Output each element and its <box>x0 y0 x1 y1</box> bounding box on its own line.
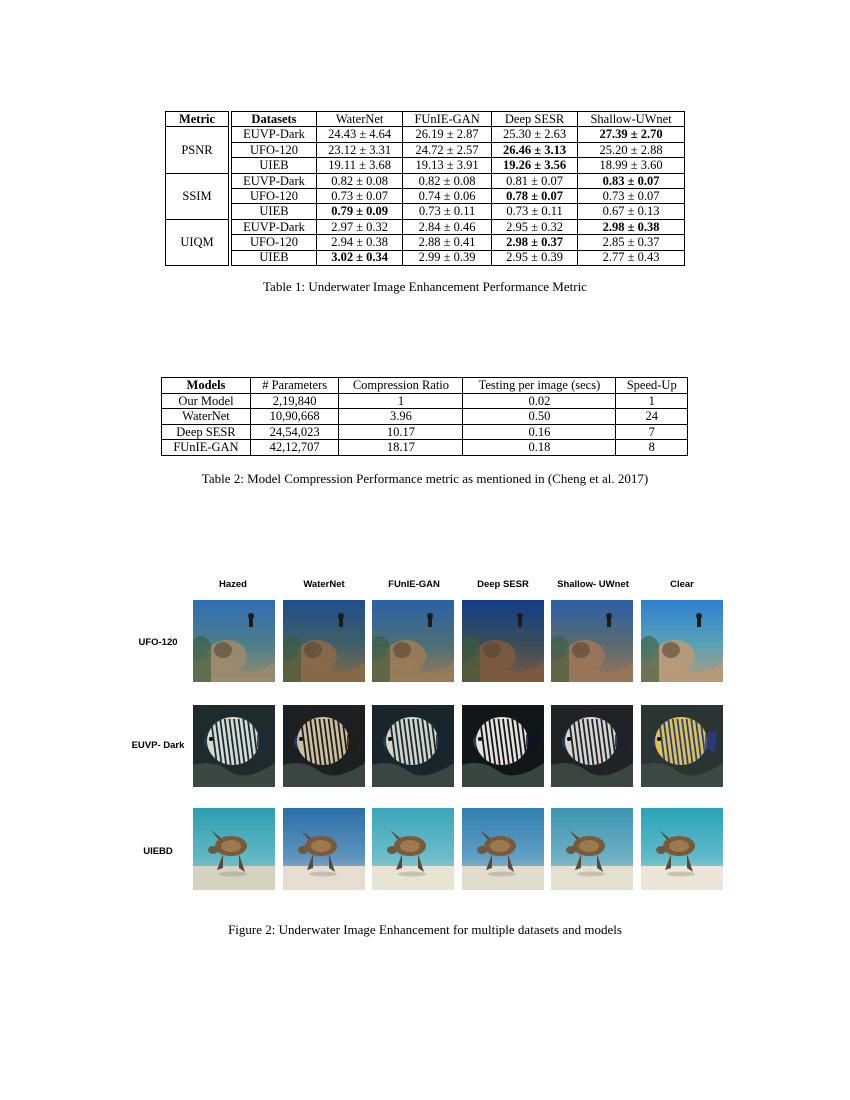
metric-cell: UIQM <box>166 219 231 265</box>
model-compression-table <box>161 377 688 456</box>
value-cell-waternet: 23.12 ± 3.31 <box>317 142 403 157</box>
euvp-dark-hazed-image <box>193 705 275 787</box>
compression-ratio-cell: 1 <box>339 393 463 409</box>
ufo-120-clear-image <box>641 600 723 682</box>
value-cell-deep-sesr: 0.81 ± 0.07 <box>491 173 577 188</box>
model-name-cell: Deep SESR <box>162 424 251 440</box>
table2-header-row <box>162 378 688 394</box>
table1-header-shallow-uwnet: Shallow-UWnet <box>578 112 685 127</box>
value-cell-funie-gan: 26.19 ± 2.87 <box>403 127 492 142</box>
value-cell-funie-gan: 19.13 ± 3.91 <box>403 158 492 173</box>
uiebd-deep-sesr-image <box>462 808 544 890</box>
value-cell-deep-sesr: 0.78 ± 0.07 <box>491 188 577 203</box>
value-cell-funie-gan: 2.88 ± 0.41 <box>403 235 492 250</box>
value-cell-deep-sesr: 19.26 ± 3.56 <box>491 158 577 173</box>
value-cell-waternet: 2.97 ± 0.32 <box>317 219 403 234</box>
dataset-cell: UFO-120 <box>230 188 317 203</box>
value-cell-waternet: 24.43 ± 4.64 <box>317 127 403 142</box>
dataset-cell: UFO-120 <box>230 142 317 157</box>
row-label-uiebd: UIEBD <box>143 846 173 857</box>
table1-header-deep-sesr: Deep SESR <box>491 112 577 127</box>
testing-time-cell: 0.18 <box>463 440 616 456</box>
table1-row <box>166 235 685 250</box>
dataset-cell: EUVP-Dark <box>230 173 317 188</box>
uiebd-shallow-uwnet-image <box>551 808 633 890</box>
value-cell-shallow-uwnet: 0.67 ± 0.13 <box>578 204 685 219</box>
value-cell-shallow-uwnet: 27.39 ± 2.70 <box>578 127 685 142</box>
euvp-dark-deep-sesr-image <box>462 705 544 787</box>
compression-ratio-cell: 10.17 <box>339 424 463 440</box>
model-name-cell: Our Model <box>162 393 251 409</box>
model-name-cell: FUnIE-GAN <box>162 440 251 456</box>
table1-header-waternet: WaterNet <box>317 112 403 127</box>
value-cell-waternet: 3.02 ± 0.34 <box>317 250 403 265</box>
value-cell-funie-gan: 2.84 ± 0.46 <box>403 219 492 234</box>
value-cell-shallow-uwnet: 25.20 ± 2.88 <box>578 142 685 157</box>
dataset-cell: EUVP-Dark <box>230 127 317 142</box>
euvp-dark-funie-gan-image <box>372 705 454 787</box>
column-header-shallow-uwnet: Shallow- UWnet <box>557 579 629 590</box>
uiebd-hazed-image <box>193 808 275 890</box>
table1-header-metric: Metric <box>166 112 231 127</box>
table1-row <box>166 204 685 219</box>
value-cell-shallow-uwnet: 2.77 ± 0.43 <box>578 250 685 265</box>
column-header-deep-sesr: Deep SESR <box>477 579 529 590</box>
dataset-cell: UFO-120 <box>230 235 317 250</box>
value-cell-waternet: 2.94 ± 0.38 <box>317 235 403 250</box>
value-cell-waternet: 0.73 ± 0.07 <box>317 188 403 203</box>
table1-caption: Table 1: Underwater Image Enhancement Performance Metric <box>263 279 587 294</box>
value-cell-waternet: 0.79 ± 0.09 <box>317 204 403 219</box>
parameters-cell: 10,90,668 <box>250 409 339 425</box>
column-header-clear: Clear <box>670 579 694 590</box>
table1-row <box>166 142 685 157</box>
value-cell-deep-sesr: 26.46 ± 3.13 <box>491 142 577 157</box>
dataset-cell: EUVP-Dark <box>230 219 317 234</box>
column-header-hazed: Hazed <box>219 579 247 590</box>
euvp-dark-shallow-uwnet-image <box>551 705 633 787</box>
value-cell-waternet: 0.82 ± 0.08 <box>317 173 403 188</box>
euvp-dark-clear-image <box>641 705 723 787</box>
parameters-cell: 42,12,707 <box>250 440 339 456</box>
dataset-cell: UIEB <box>230 158 317 173</box>
testing-time-cell: 0.02 <box>463 393 616 409</box>
testing-time-cell: 0.50 <box>463 409 616 425</box>
table2-row <box>162 393 688 409</box>
table2-header-compression-ratio: Compression Ratio <box>339 378 463 394</box>
testing-time-cell: 0.16 <box>463 424 616 440</box>
table1-header-row <box>166 112 685 127</box>
speed-up-cell: 24 <box>616 409 688 425</box>
uiebd-funie-gan-image <box>372 808 454 890</box>
metric-cell: SSIM <box>166 173 231 219</box>
table1-row <box>166 173 685 188</box>
table1-header-funie-gan: FUnIE-GAN <box>403 112 492 127</box>
column-header-funie-gan: FUnIE-GAN <box>388 579 440 590</box>
table1-header-datasets: Datasets <box>230 112 317 127</box>
value-cell-shallow-uwnet: 2.85 ± 0.37 <box>578 235 685 250</box>
figure-caption: Figure 2: Underwater Image Enhancement for multiple datasets and models <box>228 922 622 937</box>
value-cell-shallow-uwnet: 18.99 ± 3.60 <box>578 158 685 173</box>
value-cell-funie-gan: 24.72 ± 2.57 <box>403 142 492 157</box>
euvp-dark-waternet-image <box>283 705 365 787</box>
column-header-waternet: WaterNet <box>303 579 345 590</box>
compression-ratio-cell: 3.96 <box>339 409 463 425</box>
table1-row <box>166 219 685 234</box>
table1-row <box>166 158 685 173</box>
parameters-cell: 2,19,840 <box>250 393 339 409</box>
speed-up-cell: 8 <box>616 440 688 456</box>
table1-row <box>166 250 685 265</box>
table2-header-parameters: # Parameters <box>250 378 339 394</box>
value-cell-deep-sesr: 0.73 ± 0.11 <box>491 204 577 219</box>
ufo-120-funie-gan-image <box>372 600 454 682</box>
value-cell-deep-sesr: 2.98 ± 0.37 <box>491 235 577 250</box>
parameters-cell: 24,54,023 <box>250 424 339 440</box>
table2-caption: Table 2: Model Compression Performance metric as mentioned in (Cheng et al. 2017) <box>201 471 649 486</box>
table2-header-models: Models <box>162 378 251 394</box>
ufo-120-hazed-image <box>193 600 275 682</box>
table1-row <box>166 127 685 142</box>
performance-metric-table <box>165 111 685 266</box>
value-cell-deep-sesr: 25.30 ± 2.63 <box>491 127 577 142</box>
table2-header-testing-time: Testing per image (secs) <box>463 378 616 394</box>
table1-row <box>166 188 685 203</box>
value-cell-deep-sesr: 2.95 ± 0.32 <box>491 219 577 234</box>
table2-row <box>162 409 688 425</box>
value-cell-funie-gan: 0.73 ± 0.11 <box>403 204 492 219</box>
value-cell-deep-sesr: 2.95 ± 0.39 <box>491 250 577 265</box>
row-label-ufo-120: UFO-120 <box>138 637 178 648</box>
value-cell-shallow-uwnet: 0.83 ± 0.07 <box>578 173 685 188</box>
table2-row <box>162 440 688 456</box>
uiebd-clear-image <box>641 808 723 890</box>
table2-header-speed-up: Speed-Up <box>616 378 688 394</box>
dataset-cell: UIEB <box>230 204 317 219</box>
metric-cell: PSNR <box>166 127 231 173</box>
value-cell-funie-gan: 0.74 ± 0.06 <box>403 188 492 203</box>
value-cell-shallow-uwnet: 0.73 ± 0.07 <box>578 188 685 203</box>
dataset-cell: UIEB <box>230 250 317 265</box>
speed-up-cell: 7 <box>616 424 688 440</box>
value-cell-waternet: 19.11 ± 3.68 <box>317 158 403 173</box>
model-name-cell: WaterNet <box>162 409 251 425</box>
compression-ratio-cell: 18.17 <box>339 440 463 456</box>
ufo-120-waternet-image <box>283 600 365 682</box>
uiebd-waternet-image <box>283 808 365 890</box>
table2-row <box>162 424 688 440</box>
speed-up-cell: 1 <box>616 393 688 409</box>
ufo-120-shallow-uwnet-image <box>551 600 633 682</box>
ufo-120-deep-sesr-image <box>462 600 544 682</box>
row-label-euvp-dark: EUVP- Dark <box>131 740 185 751</box>
value-cell-funie-gan: 2.99 ± 0.39 <box>403 250 492 265</box>
value-cell-funie-gan: 0.82 ± 0.08 <box>403 173 492 188</box>
value-cell-shallow-uwnet: 2.98 ± 0.38 <box>578 219 685 234</box>
